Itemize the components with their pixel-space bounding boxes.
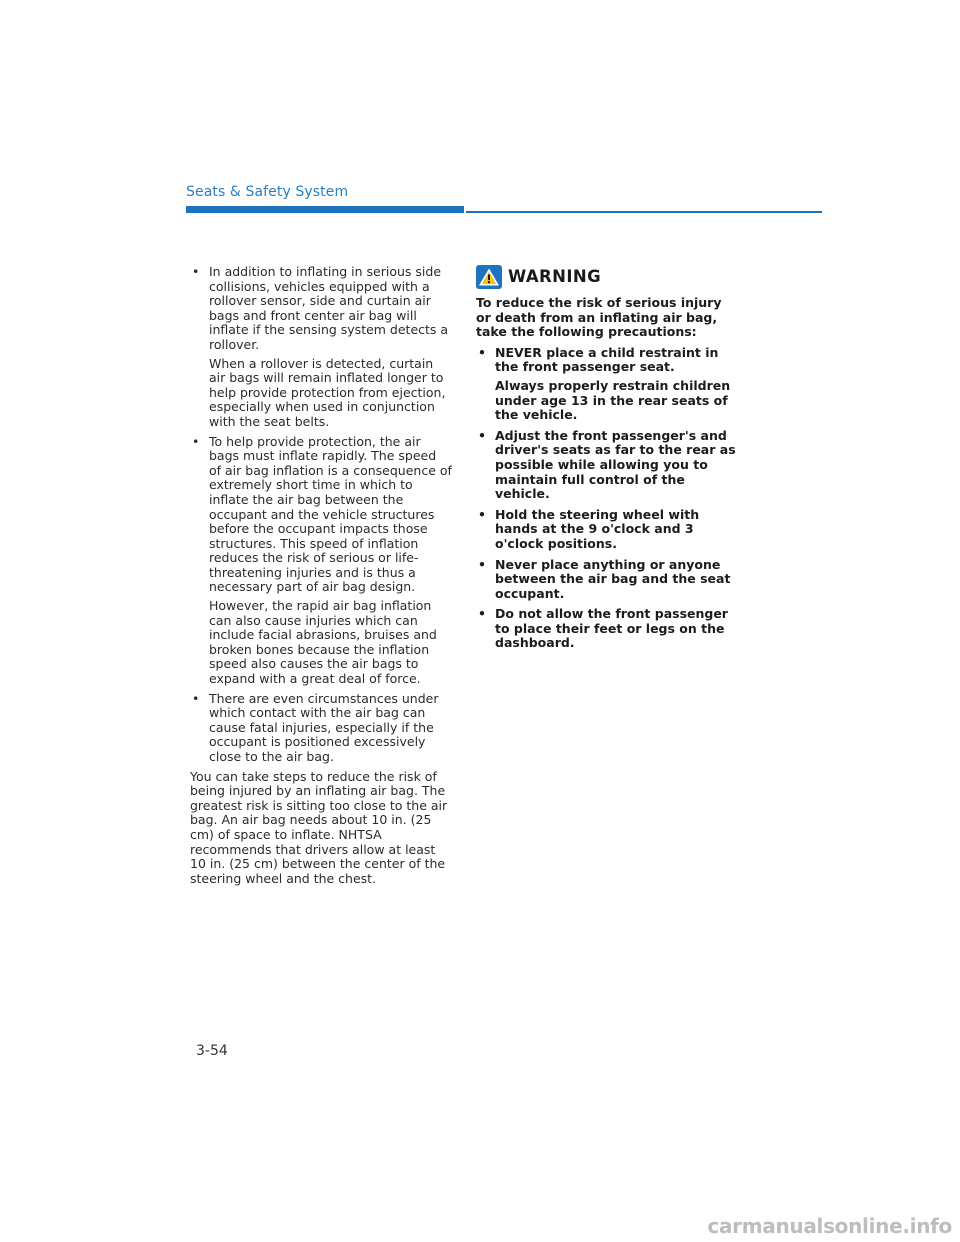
warning-box <box>476 265 736 657</box>
warning-triangle-icon <box>476 265 502 289</box>
bullet-paragraph: • Adjust the front passenger's and driver's seats as far to the rear as possible while allowing you to maintain full control of the vehicle. <box>495 427 736 502</box>
warning-intro: To reduce the risk of serious injury or death from an inflating air bag, take the following precautions: <box>476 295 722 340</box>
warning-bullet-list <box>476 346 736 651</box>
bullet-paragraph: Always properly restrain children under age 13 in the rear seats of the vehicle. <box>495 377 731 423</box>
section-title: Seats & Safety System <box>186 184 349 200</box>
bullet-paragraph: • There are even circumstances under which contact with the air bag can cause fatal injuries, especially if the occupant is positioned excessively close to the air bag. <box>209 690 439 764</box>
warning-header <box>476 265 736 289</box>
header-rule-thick <box>186 206 464 213</box>
bullet-paragraph: However, the rapid air bag inflation can also cause injuries which can include facial abrasions, bruises and broken bones because the inflation speed also causes the air bags to expand with a great deal of force. <box>209 598 437 687</box>
left-bullet-list <box>190 265 452 765</box>
list-item <box>190 265 452 430</box>
list-item <box>476 607 736 651</box>
left-column <box>190 265 452 886</box>
warning-title: WARNING <box>508 266 602 286</box>
list-item <box>190 692 452 765</box>
bullet-paragraph: • NEVER place a child restraint in the front passenger seat. <box>495 344 719 375</box>
bullet-paragraph: • In addition to inflating in serious side collisions, vehicles equipped with a rollover sensor, side and curtain air bags and front center air bag will inflate if the sensing system detects a rollover. <box>209 264 449 352</box>
list-item <box>476 346 736 423</box>
bullet-paragraph: When a rollover is detected, curtain air bags will remain inflated longer to help provide protection from ejection, especially when used in conjunction with the seat belts. <box>209 355 446 429</box>
list-item <box>190 435 452 687</box>
bullet-paragraph: • Hold the steering wheel with hands at the 9 o'clock and 3 o'clock positions. <box>495 506 700 551</box>
bullet-paragraph: • Do not allow the front passenger to place their feet or legs on the dashboard. <box>495 606 728 651</box>
list-item <box>476 508 736 552</box>
closing-paragraph: You can take steps to reduce the risk of being injured by an inflating air bag. The greatest risk is sitting too close to the air bag. An air bag needs about 10 in. (25 cm) of space to inflate. NHTSA recommends that drivers allow at least 10 in. (25 cm) between the center of the steering wheel and the chest. <box>190 768 448 886</box>
bullet-paragraph: • Never place anything or anyone between the air bag and the seat occupant. <box>495 556 731 601</box>
list-item <box>476 429 736 502</box>
header-rule-thin <box>466 211 822 213</box>
page-number: 3-54 <box>196 1043 228 1059</box>
watermark: carmanualsonline.info <box>707 1214 952 1238</box>
bullet-paragraph: • To help provide protection, the air bags must inflate rapidly. The speed of air bag inflation is a consequence of extremely short time in which to inflate the air bag between the occupant and the vehicle structures before the occupant impacts those structures. This speed of inflation reduces the risk of serious or life-threatening injuries and is thus a necessary part of air bag design. <box>209 433 452 595</box>
list-item <box>476 558 736 602</box>
